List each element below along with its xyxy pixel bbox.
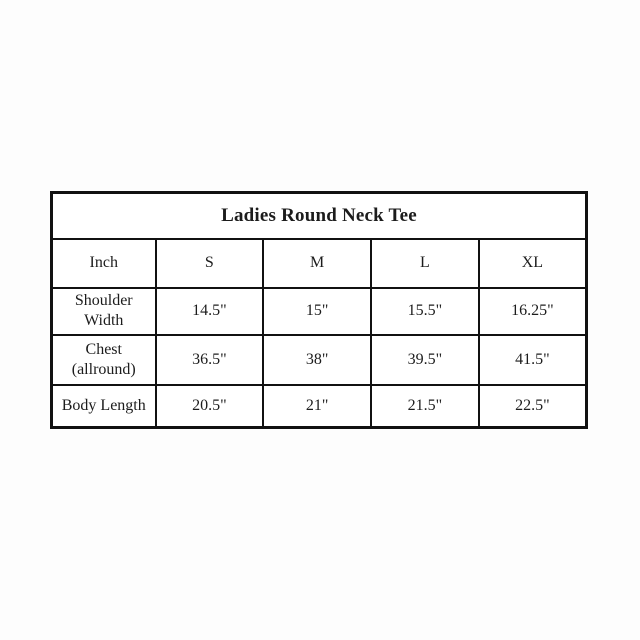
size-chart-table: [50, 191, 588, 429]
col-header-size-xl: XL: [479, 239, 587, 288]
chest-l: 39.5": [371, 335, 479, 385]
body-length-m: 21": [263, 385, 371, 428]
shoulder-width-l: 15.5": [371, 288, 479, 335]
row-label-shoulder-width: Shoulder Width: [52, 288, 156, 335]
chest-s: 36.5": [156, 335, 264, 385]
shoulder-width-m: 15": [263, 288, 371, 335]
table-row: [52, 335, 587, 385]
row-label-body-length: Body Length: [52, 385, 156, 428]
col-header-size-l: L: [371, 239, 479, 288]
body-length-l: 21.5": [371, 385, 479, 428]
chest-m: 38": [263, 335, 371, 385]
row-label-chest: Chest (allround): [52, 335, 156, 385]
body-length-s: 20.5": [156, 385, 264, 428]
shoulder-width-s: 14.5": [156, 288, 264, 335]
table-header-row: [52, 239, 587, 288]
col-header-size-m: M: [263, 239, 371, 288]
table-title: Ladies Round Neck Tee: [52, 193, 587, 239]
chest-xl: 41.5": [479, 335, 587, 385]
body-length-xl: 22.5": [479, 385, 587, 428]
table-title-row: [52, 193, 587, 239]
table-row: [52, 385, 587, 428]
shoulder-width-xl: 16.25": [479, 288, 587, 335]
col-header-unit: Inch: [52, 239, 156, 288]
col-header-size-s: S: [156, 239, 264, 288]
table-row: [52, 288, 587, 335]
